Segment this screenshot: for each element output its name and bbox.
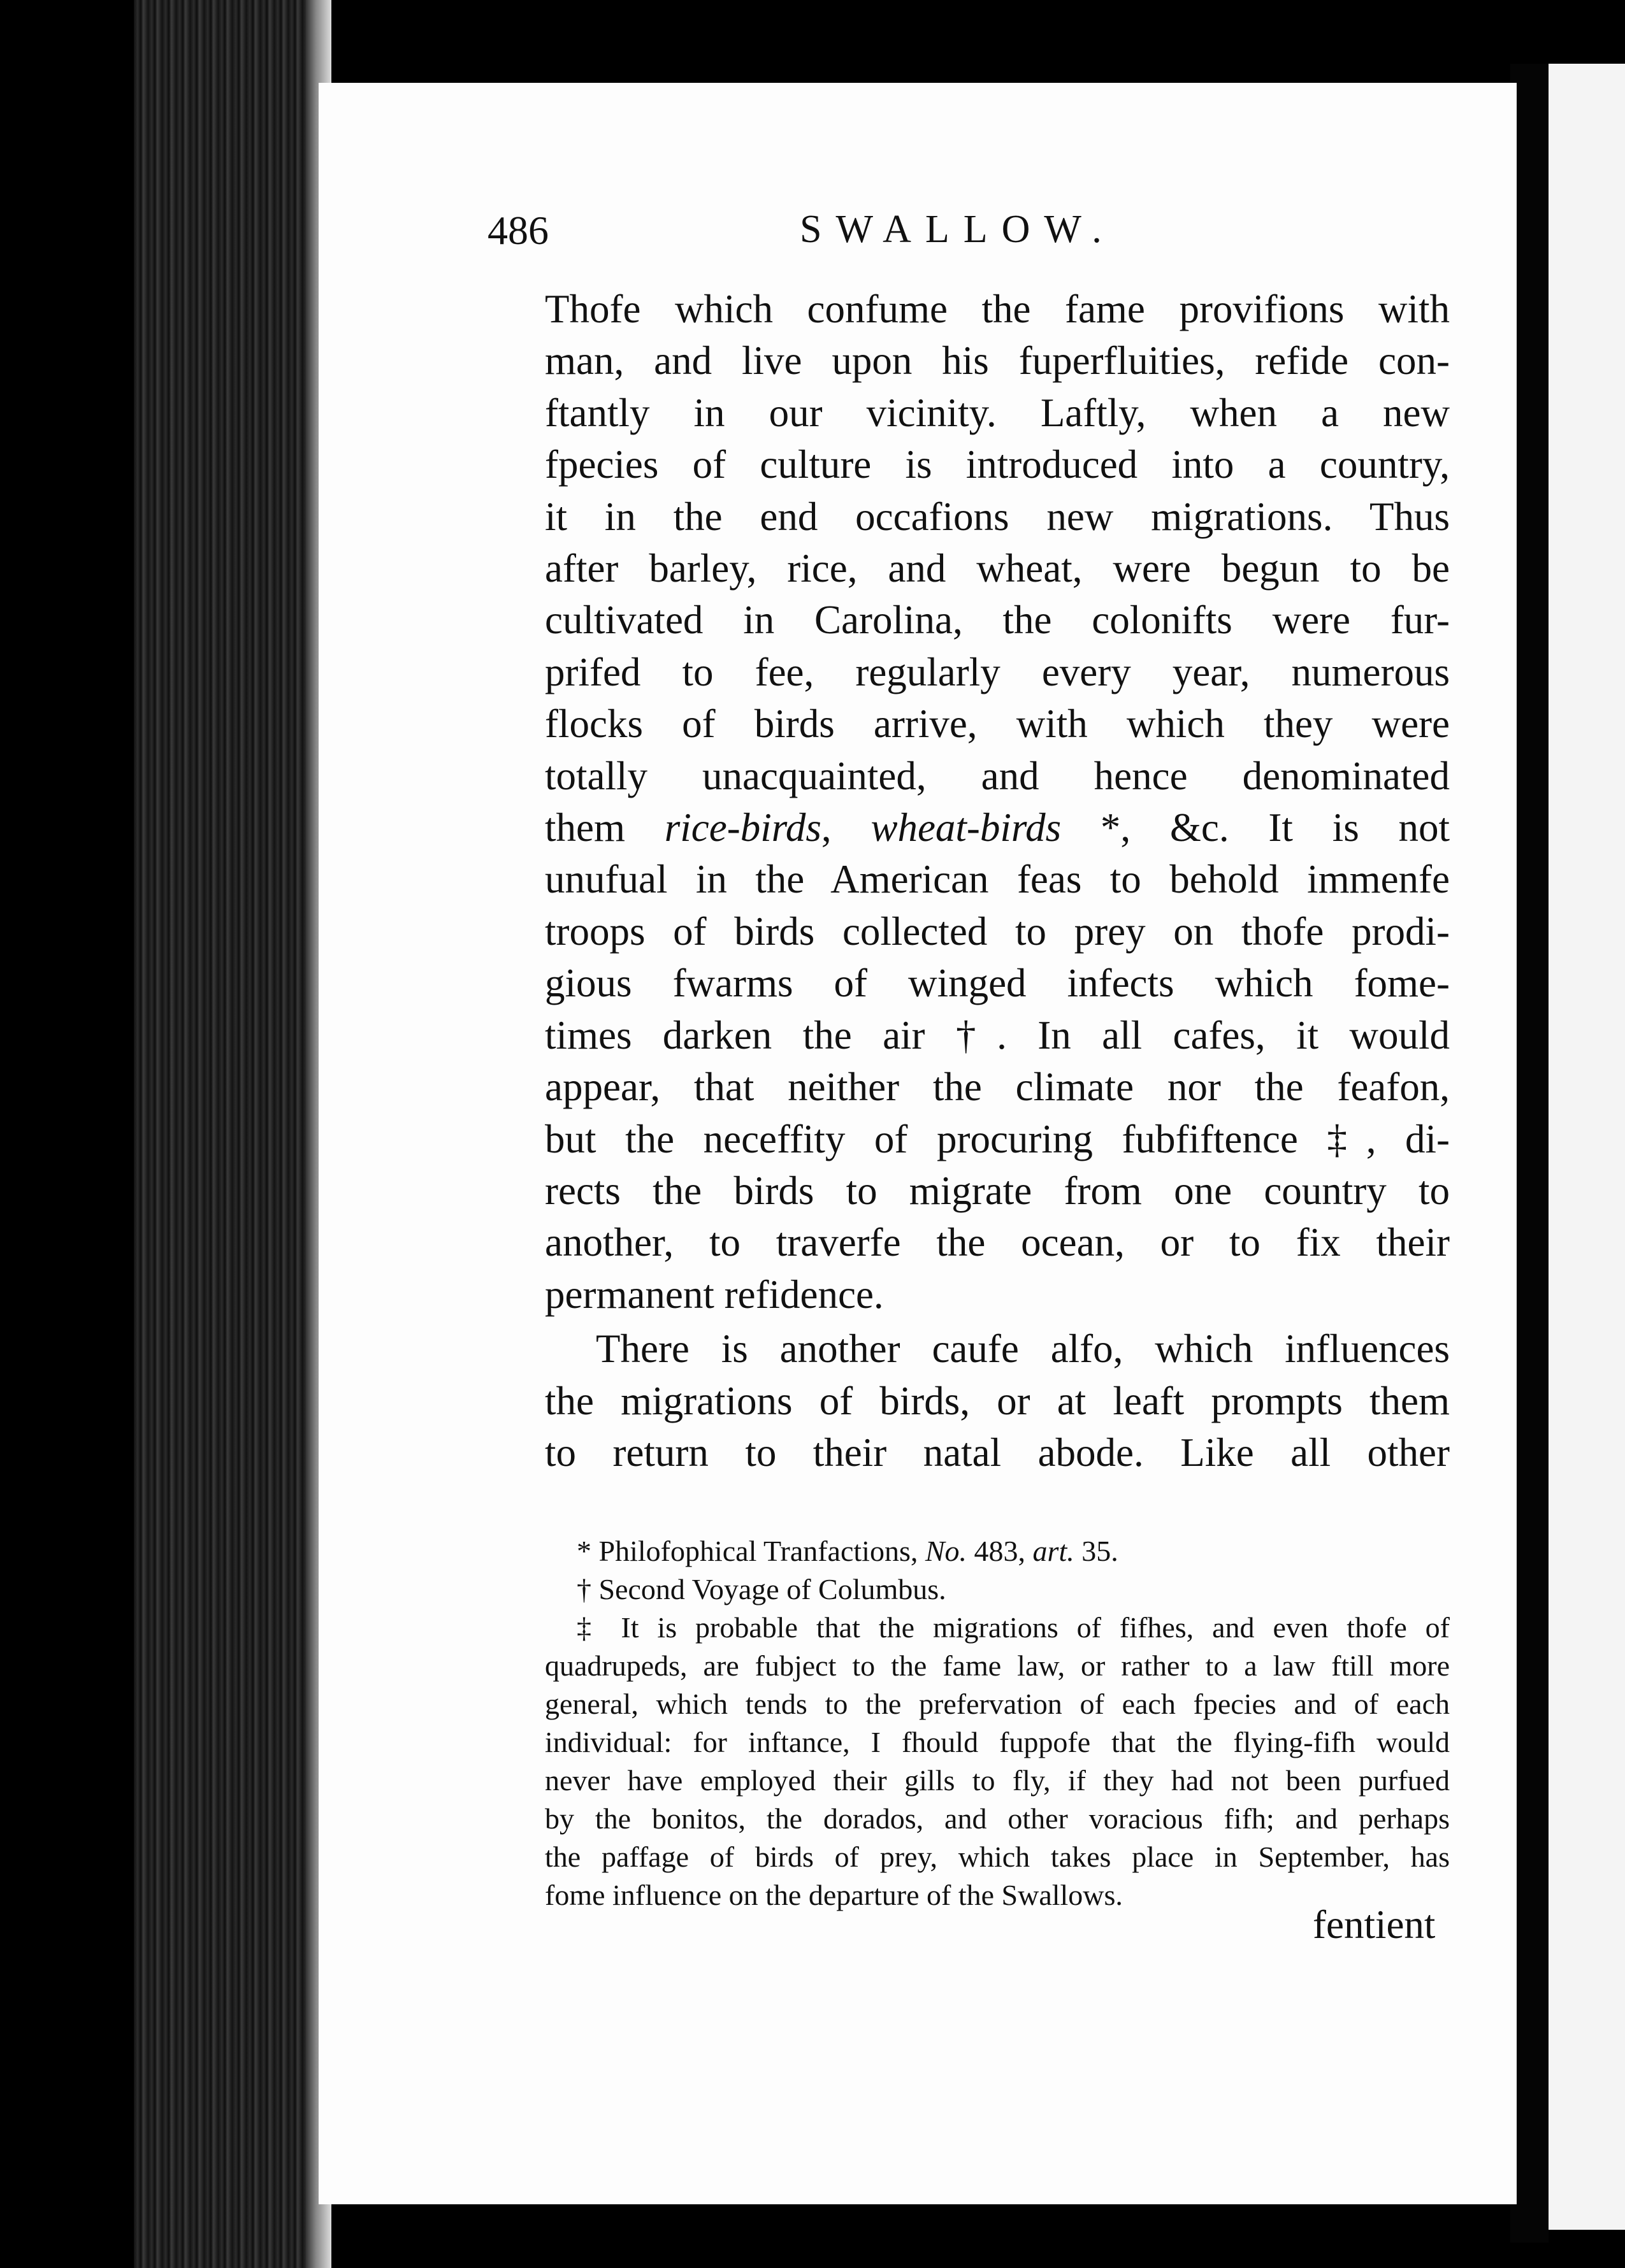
- text-line: prifed to fee, regularly every year, numerous: [545, 649, 1450, 694]
- text-line-with-italics: [545, 802, 1450, 854]
- text-line: the migrations of birds, or at leaft prompts them: [545, 1378, 1450, 1423]
- text-line: cultivated in Carolina, the colonifts were fur-: [545, 598, 1450, 643]
- footnote-italic: art.: [1032, 1535, 1074, 1567]
- footnote-3-line: by the bonitos, the dorados, and other voracious fifh; and perhaps: [545, 1802, 1450, 1835]
- footnote-italic: No.: [925, 1535, 967, 1567]
- text-line: Thofe which confume the fame provifions with: [545, 287, 1450, 331]
- catchword: fentient: [1313, 1902, 1436, 1947]
- text-line: to return to their natal abode. Like all other: [545, 1430, 1450, 1475]
- text-line: unufual in the American feas to behold immenfe: [545, 857, 1450, 902]
- text-line: fpecies of culture is introduced into a country,: [545, 442, 1450, 487]
- footnote-3-line: general, which tends to the prefervation of each fpecies and of each: [545, 1688, 1450, 1720]
- text-line: times darken the air †. In all cafes, it would: [545, 1012, 1450, 1058]
- text-line: There is another caufe alfo, which influences: [596, 1326, 1450, 1372]
- footnote-3-line: the paffage of birds of prey, which takes place in September, has: [545, 1841, 1450, 1873]
- footnote-1: [545, 1532, 1450, 1570]
- text-line: troops of birds collected to prey on thofe prodi-: [545, 908, 1450, 954]
- footnote-2: † Second Voyage of Columbus.: [577, 1573, 946, 1605]
- footnote-3-line: fome influence on the departure of the Swallows.: [545, 1879, 1123, 1911]
- text-line: rects the birds to migrate from one country to: [545, 1168, 1450, 1213]
- text-line: man, and live upon his fuperfluities, refide con-: [545, 338, 1450, 384]
- text-fragment: them: [545, 805, 665, 850]
- body-text: [545, 284, 1450, 1479]
- page-number: 486: [487, 208, 549, 253]
- footnote-fragment: 483,: [967, 1535, 1033, 1567]
- running-title: SWALLOW.: [800, 208, 1116, 251]
- footnote-3-line: quadrupeds, are fubject to the fame law, or rather to a law ftill more: [545, 1649, 1450, 1682]
- text-line: gious fwarms of winged infects which fome-: [545, 961, 1450, 1006]
- footnotes: [545, 1532, 1450, 1914]
- text-line: but the neceffity of procuring fubfiftence ‡, di-: [545, 1116, 1450, 1161]
- text-line: appear, that neither the climate nor the feafon,: [545, 1065, 1450, 1110]
- text-line: another, to traverfe the ocean, or to fix their: [545, 1220, 1450, 1265]
- italic-term: rice-birds: [664, 805, 821, 850]
- book-gutter: [134, 0, 319, 2268]
- text-line: totally unacquainted, and hence denominated: [545, 753, 1450, 798]
- text-line: flocks of birds arrive, with which they were: [545, 701, 1450, 747]
- footnote-3-line: individual: for inftance, I fhould fuppofe that the flying-fifh would: [545, 1726, 1450, 1758]
- text-line: it in the end occafions new migrations. Thus: [545, 494, 1450, 539]
- next-page-edge: [1549, 64, 1625, 2230]
- footnote-fragment: * Philofophical Tranfactions,: [577, 1535, 925, 1567]
- text-line: permanent refidence.: [545, 1272, 884, 1317]
- footnote-fragment: 35.: [1074, 1535, 1118, 1567]
- footnote-3-line: ‡ It is probable that the migrations of fifhes, and even thofe of: [577, 1611, 1450, 1644]
- text-line: ftantly in our vicinity. Laftly, when a new: [545, 390, 1450, 435]
- page-header: [487, 207, 1443, 277]
- text-fragment: ,: [821, 805, 871, 850]
- text-fragment: *, &c. It is not: [1061, 805, 1450, 850]
- footnote-3-line: never have employed their gills to fly, if they had not been purfued: [545, 1764, 1450, 1797]
- italic-term: wheat-birds: [870, 805, 1062, 850]
- text-line: after barley, rice, and wheat, were begun to be: [545, 546, 1450, 591]
